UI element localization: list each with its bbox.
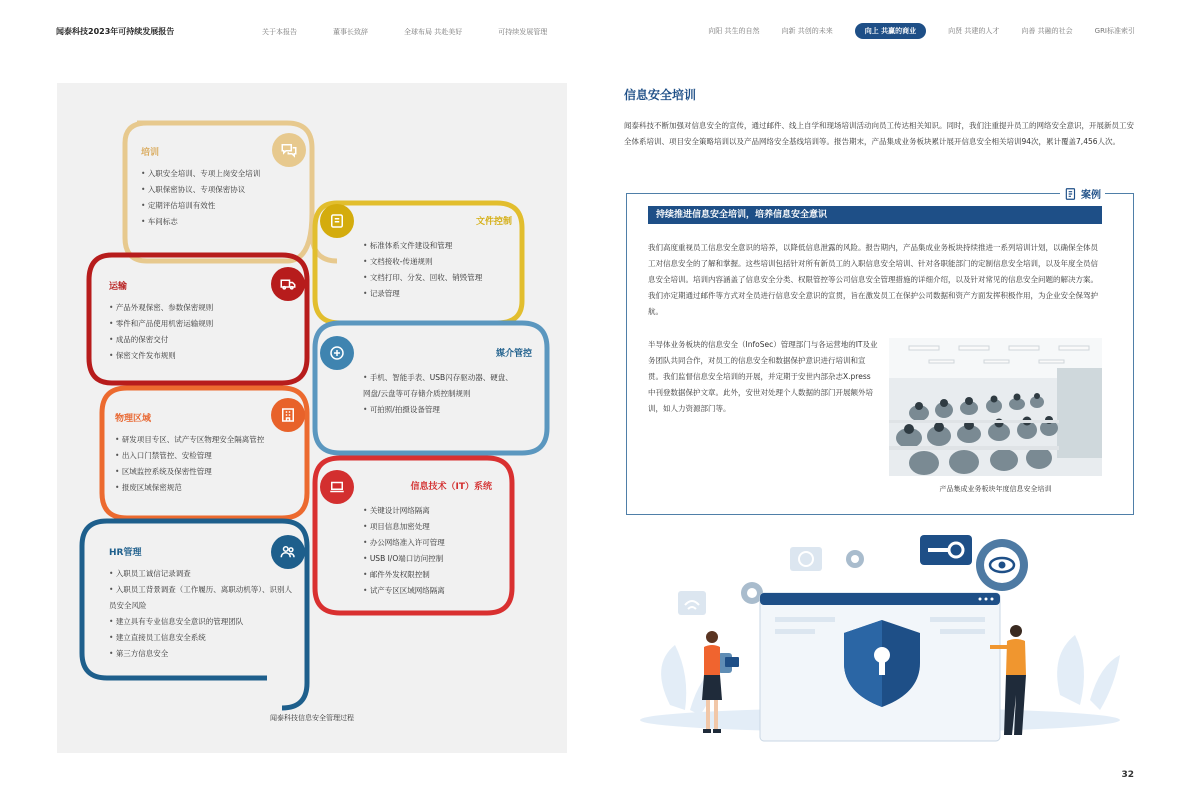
security-process-diagram: [57, 83, 567, 753]
case-label: [1060, 186, 1105, 201]
truck-icon: [271, 267, 305, 301]
list-item: • 入职员工背景调查（工作履历、离职动机等）、识别人员安全风险: [109, 582, 299, 614]
list-item: • 保密文件发布规则: [109, 348, 329, 364]
list-item: • 定期评估培训有效性: [141, 198, 361, 214]
list-item: • 标准体系文件建设和管理: [363, 238, 583, 254]
list-item: • 入职员工诚信记录调查: [109, 566, 299, 582]
section-title: 信息安全培训: [624, 88, 697, 102]
nav-item-society[interactable]: 向善 共融的社会: [1021, 27, 1073, 35]
list-item: • 零件和产品使用机密运输规则: [109, 316, 329, 332]
intro-paragraph: 闻泰科技不断加强对信息安全的宣传，通过邮件、线上自学和现场培训活动向员工传达相关知识。同时，我们注重提升员工的网络安全意识，开展新员工安全体系培训、项目安全策略培训以及产品网络安全基线培训等。报告期末，产品集成业务板块累计展开信息安全相关培训94次，累计覆盖7,456人次。: [624, 121, 1134, 146]
building-icon: [271, 398, 305, 432]
list-item: • 邮件外发权限控制: [363, 567, 583, 583]
nav-item-future[interactable]: 向新 共创的未来: [781, 27, 833, 35]
case-paragraph-1: 我们高度重视员工信息安全意识的培养，以降低信息泄露的风险。报告期内，产品集成业务板块持续推进一系列培训计划，以确保全体员工对信息安全的了解和掌握。这些培训包括针对所有新员工的入职信息安全培训、针对各职能部门的定制信息安全培训，以及年度全员信息安全培训。培训内容涵盖了信息安全分类、权限管控等公司信息安全管理措施的详细介绍，以及针对常见的信息安全问题的解决方案。我们亦定期通过邮件等方式对全员进行信息安全意识的宣贯，旨在激发员工在保护公司数据和资产方面发挥积极作用，为企业安全保驾护航。: [648, 243, 1098, 316]
list-item: • 研发项目专区、试产专区物理安全隔离管控: [115, 432, 335, 448]
case-paragraph-2: 半导体业务板块的信息安全（InfoSec）管理部门与各运营地的IT及业务团队共同合作，对员工的信息安全和数据保护意识进行培训和宣贯。我们监督信息安全培训的开展，并定期于安世内部杂志X.press中刊登数据保护文章。此外，安世对处理个人数据的部门开展额外培训，如人力资源部门等。: [648, 340, 878, 413]
page-header: [0, 0, 1191, 60]
category-hr: [109, 545, 299, 662]
nav-item-about[interactable]: 关于本报告: [262, 28, 297, 36]
category-hr-title: HR管理: [109, 548, 142, 558]
list-item: • 文档接收-传递规则: [363, 254, 583, 270]
nav-right: [686, 23, 1135, 39]
list-item: • 区域监控系统及保密性管理: [115, 464, 335, 480]
diagram-caption: 闻泰科技信息安全管理过程: [270, 714, 354, 722]
category-it-title: 信息技术（IT）系统: [410, 482, 492, 492]
list-item: • 记录管理: [363, 286, 583, 302]
globe-card: [790, 547, 822, 571]
list-item: • 文档打印、分发、回收、销毁管理: [363, 270, 583, 286]
laptop-icon: [320, 470, 354, 504]
case-label-text: 案例: [1081, 190, 1101, 201]
category-training-title: 培训: [141, 148, 160, 158]
media-icon: [320, 336, 354, 370]
photo-caption: 产品集成业务板块年度信息安全培训: [939, 485, 1052, 493]
list-item: • 建立直接员工信息安全系统: [109, 630, 299, 646]
list-item: • 入职保密协议、专项保密协议: [141, 182, 361, 198]
list-item: • 入职安全培训、专项上岗安全培训: [141, 166, 361, 182]
list-item: • 试产专区区域网络隔离: [363, 583, 583, 599]
training-photo: [889, 338, 1102, 476]
list-item: • 手机、智能手表、USB闪存驱动器、硬盘、网盘/云盘等可存储介质控制规则: [363, 370, 513, 402]
category-it-list: [363, 503, 583, 599]
nav-item-sustainability[interactable]: 可持续发展管理: [498, 28, 548, 36]
category-it: [362, 479, 492, 500]
list-item: • 车间标志: [141, 214, 361, 230]
security-illustration: [630, 525, 1130, 755]
list-item: • 第三方信息安全: [109, 646, 299, 662]
list-item: • 项目信息加密处理: [363, 519, 583, 535]
chat-bubbles-icon: [272, 133, 306, 167]
list-item: • 成品的保密交付: [109, 332, 329, 348]
category-media-title: 媒介管控: [495, 349, 532, 359]
list-item: • 可拍照/拍摄设备管理: [363, 402, 513, 418]
nav-left: [262, 27, 583, 37]
case-title: 持续推进信息安全培训，培养信息安全意识: [648, 206, 1102, 224]
nav-item-business-active[interactable]: 向上 共赢的商业: [855, 23, 926, 39]
category-physical-title: 物理区域: [115, 414, 152, 424]
list-item: • 出入口门禁管控、安检管理: [115, 448, 335, 464]
nav-item-talent[interactable]: 向贤 共建的人才: [948, 27, 1000, 35]
nav-item-nature[interactable]: 向阳 共生的自然: [708, 27, 760, 35]
people-icon: [271, 535, 305, 569]
list-item: • 报废区域保密规范: [115, 480, 335, 496]
document-icon: [320, 204, 354, 238]
nav-item-gri[interactable]: GRI标准索引: [1094, 27, 1135, 35]
category-media-list: [363, 370, 513, 418]
category-docs: [362, 214, 512, 235]
category-docs-list: [363, 238, 583, 302]
category-docs-title: 文件控制: [475, 217, 512, 227]
report-title: 闻泰科技2023年可持续发展报告: [56, 27, 175, 36]
list-item: • 办公网络准入许可管理: [363, 535, 583, 551]
category-transport-title: 运输: [109, 282, 128, 292]
list-item: • 产品外观保密、参数保密规则: [109, 300, 329, 316]
list-item: • 关键设计网络隔离: [363, 503, 583, 519]
case-document-icon: [1064, 187, 1078, 201]
list-item: • USB I/O端口访问控制: [363, 551, 583, 567]
nav-item-chairman[interactable]: 董事长致辞: [333, 28, 368, 36]
list-item: • 建立具有专业信息安全意识的管理团队: [109, 614, 299, 630]
page-number: 32: [1121, 770, 1134, 780]
nav-item-global[interactable]: 全球布局 共赴美好: [404, 28, 463, 36]
category-media: [362, 346, 532, 367]
